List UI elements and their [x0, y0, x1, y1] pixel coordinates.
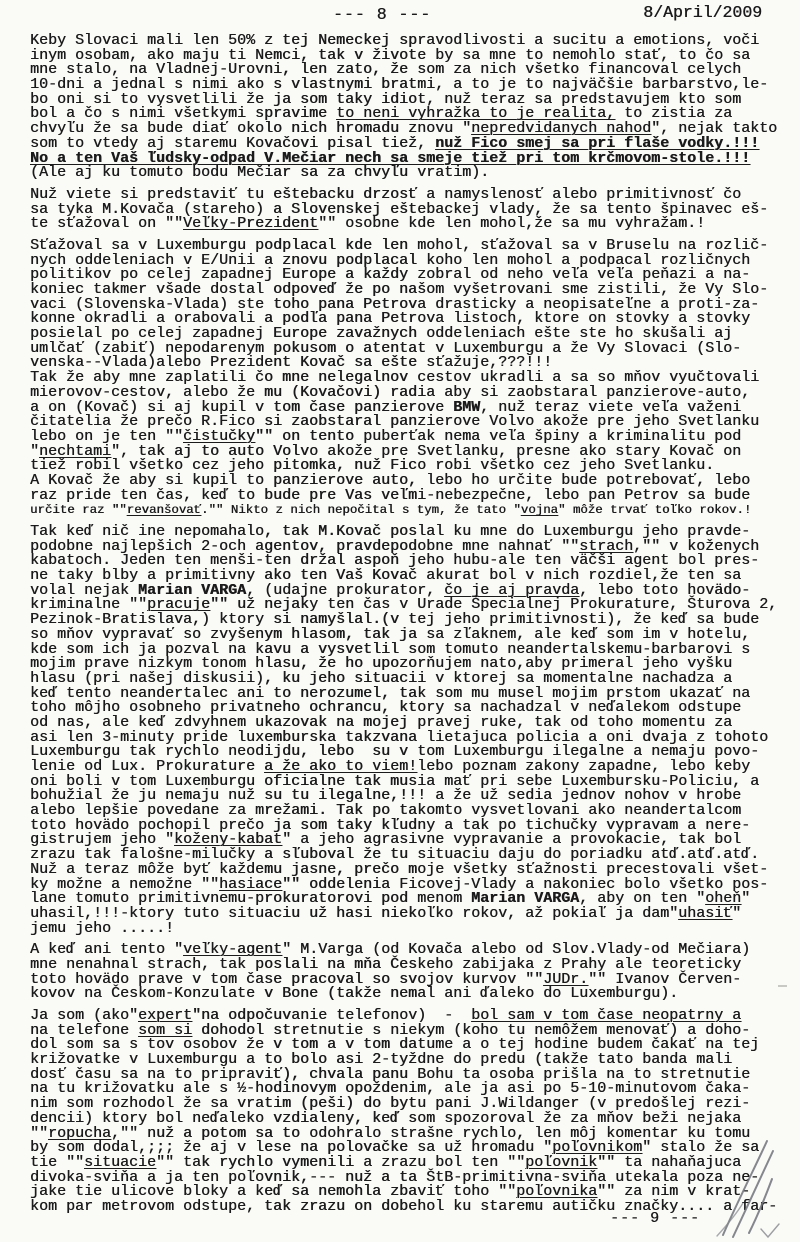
text-line: [30, 166, 778, 181]
plain-text: kde som ich ja pozval na kavu a vysvetlil som tomuto neandertalskemu-barbarovi s: [30, 640, 751, 658]
plain-text: te sťažoval on "": [30, 215, 184, 233]
text-line: [30, 217, 778, 232]
plain-text: konne okradli a orabovali a podľa pana Petrova listoch, ktore on stovky a stovky: [30, 310, 751, 328]
plain-text: ,"" nuž a potom sa to odohralo strašne rychlo, len môj komentar ku tomu: [111, 1124, 751, 1142]
text-line: [30, 919, 778, 937]
plain-text: dencii) ktory bol neďaleko vzdialeny, keď som spozoroval že za mňov beži nejaka: [30, 1109, 742, 1127]
plain-text: koniec takmer všade dostal odpoveď že po našom vyšetrovani sme zistili, že Vy Slo-: [30, 281, 769, 298]
plain-text: bohužial že ju nemaju nuž su tu ilegalne,!!! a že už sedia jednov nohov v hrobe: [30, 787, 742, 805]
emphasized-text: veľky-agent: [183, 941, 283, 959]
plain-text: ", tak aj to auto Volvo akože pre Svetlanku, presne ako stary Kovač on: [111, 442, 742, 460]
plain-text: Tak že aby mne zaplatili čo mne nelegalnov cestov ukradli a sa so mňov vyučtovali: [30, 369, 760, 387]
plain-text: "" ta nahaňajuca: [597, 1153, 742, 1171]
plain-text: zrazu tak falošne-milučky a sľuboval že tu situaciu daju do poriadku atď.atď.atď.: [30, 846, 760, 864]
plain-text: ."" Nikto z nich nepočital s tym, že tato ": [201, 503, 521, 518]
plain-text: som to vtedy aj staremu Kovačovi pisal tiež,: [30, 134, 436, 152]
plain-text: "" tak rychlo vymenili a zrazu bol ten "": [156, 1153, 526, 1171]
plain-text: " a jeho agrasivne vypravanie a provokacie, tak bol: [282, 831, 742, 849]
plain-text: "" Ivanov Červen-: [588, 970, 742, 988]
plain-text: , aby on ten ": [579, 890, 706, 908]
emphasized-text: strach: [579, 537, 634, 555]
plain-text: posielal po celej zapadnej Europe zavažnych oddeleniach ešte ste ho skušali aj: [30, 325, 733, 343]
plain-text: , lebo toto hovädo-: [579, 581, 751, 599]
paragraph: [30, 943, 778, 1002]
plain-text: nim som rozhodol že sa vratim (peši) do bytu pani J.Wildanger (v predošlej rezi-: [30, 1095, 751, 1113]
plain-text: lebo on je ten "": [30, 427, 184, 445]
plain-text: kovov na Českom-Konzulate v Bone (takže nemal ani ďaleko do Luxemburgu).: [30, 985, 679, 1003]
plain-text: "" oddelenia Ficovej-Vlady a nakoniec bolo všetko pos-: [282, 875, 769, 893]
scan-artifact-mark: [778, 985, 787, 987]
emphasized-text: expert: [138, 1007, 193, 1024]
emphasized-text: JUDr.: [543, 970, 589, 988]
text-line: [30, 503, 778, 518]
emphasized-text: BMW: [453, 398, 481, 416]
plain-text: Nuž a teraz môže byť každemu jasne, prečo moje všetky sťažnosti precestovali všet-: [30, 860, 769, 878]
plain-text: Ja som (ako": [30, 1007, 139, 1024]
emphasized-text: poľovnika: [516, 1183, 598, 1201]
plain-text: "" on tento puberťak nema veľa špiny a kriminalitu pod: [255, 427, 742, 445]
plain-text: toto hovädo pochopil prečo ja som taky kľudny a tak po tichučky vypravam a nere-: [30, 816, 751, 834]
plain-text: asi len 3-minuty pride luxemburska takzvana lietajuca policia a oni dvaja z tohoto: [30, 728, 769, 746]
page-number-bottom: --- 9 ---: [609, 1210, 700, 1227]
emphasized-text: uhasiť: [678, 904, 733, 922]
plain-text: ky možne a nemožne "": [30, 875, 220, 893]
plain-text: ": [741, 890, 751, 908]
plain-text: lenie od Lux. Prokurature: [30, 758, 265, 775]
plain-text: keď tento neandertalec ani to nerozumel, tak som mu musel mojim prstom ukazať na: [30, 684, 751, 702]
plain-text: Keby Slovaci mali len 50% z tej Nemeckej spravodlivosti a sucitu a emotions, voči: [30, 32, 760, 49]
emphasized-text: Marian VARGA: [138, 581, 247, 599]
plain-text: 10-dni a jednal s nimi ako s vlastnymi bratmi, a to je to najväčšie barbarstvo,le-: [30, 76, 769, 94]
text-line: [30, 987, 778, 1002]
plain-text: lebo poznam zakony zapadne, lebo keby: [417, 758, 751, 775]
plain-text: Nuž viete si predstaviť tu eštebacku drzosť a namyslenosť alebo primitivnosť čo: [30, 185, 742, 203]
plain-text: venska--Vlada)alebo Prezident Kovač sa ešte sťažuje,???!!!: [30, 354, 553, 372]
emphasized-text: Veľky-Prezident: [183, 215, 319, 233]
plain-text: Pezinok-Bratislava,) ktory si namyšlal.(v tej jeho primitivnosti), že keď sa bude: [30, 611, 760, 629]
emphasized-text: koženy-kabat: [174, 831, 283, 849]
plain-text: dol som sa s tov osobov že v tom a v tom datume a o tej hodine budem čakať na tej: [30, 1036, 760, 1054]
emphasized-text: nuž Fico smej sa pri flaše vodky.!!!: [435, 134, 760, 152]
plain-text: divoka-sviňa a ja ten poľovnik,--- nuž a ta ŠtB-primitivna-sviňa utekala poza ne-: [30, 1168, 760, 1186]
page-header: [0, 0, 800, 29]
plain-text: inym osobam, ako maju ti Nemci, tak v živote by sa mne to nemohlo stať, to čo sa: [30, 46, 751, 64]
plain-text: kom par metrovom odstupe, tak zrazu on dobehol ku staremu autičku značky.... a far-: [30, 1197, 778, 1215]
plain-text: tie "": [30, 1153, 85, 1171]
emphasized-text: situacie: [84, 1153, 157, 1171]
plain-text: jake tie ulicove bloky a keď sa nemohla zbaviť toho "": [30, 1183, 517, 1201]
emphasized-text: No a ten Vaš ľudsky-odpad V.Mečiar nech sa smeje tiež pri tom krčmovom-stole.!!!: [30, 149, 751, 167]
emphasized-text: nechtami: [39, 442, 112, 460]
emphasized-text: oheň: [705, 890, 742, 908]
emphasized-text: a že ako to viem!: [264, 758, 418, 775]
plain-text: mierovov-cestov, alebo že mu (Kovačovi) radia aby si zaobstaral panzierove-auto,: [30, 383, 751, 401]
plain-text: mojim prave nizkym tonom hlasu, že ho upozorňujem nato,aby primeral jeho vyšku: [30, 655, 733, 673]
emphasized-text: vojna: [520, 503, 558, 518]
plain-text: dosť času sa na to pripraviť), chvala panu Bohu ta osoba prišla na to stretnutie: [30, 1065, 751, 1083]
plain-text: križovatke v Luxemburgu a to bolo asi 2-tyždne do predu (takže tato banda mali: [30, 1051, 733, 1069]
plain-text: to zistia za: [615, 105, 733, 123]
plain-text: mne stalo, na Vladnej-Urovni, len zato, že som za nich všetko financoval celych: [30, 61, 742, 79]
plain-text: Tak keď nič ine nepomahalo, tak M.Kovač poslal ku mne do Luxemburgu jeho pravde-: [30, 523, 751, 540]
plain-text: na telefone: [30, 1021, 139, 1039]
plain-text: ", nejak takto: [651, 120, 778, 138]
handwritten-signature-strokes: [703, 1133, 800, 1242]
plain-text: tiež robil všetko cez jeho pitomka, nuž Fico robi všetko cez jeho Svetlanku.: [30, 457, 715, 475]
plain-text: politikov po celej zapadnej Europe a každy zobral od neho veľa veľa peňazi a na-: [30, 266, 751, 284]
plain-text: gistrujem jeho ": [30, 831, 175, 849]
plain-text: "" za nim v krat-: [597, 1183, 751, 1201]
plain-text: ": [30, 442, 40, 460]
plain-text: , nuž teraz viete veľa važeni: [480, 398, 742, 416]
paragraph: [30, 525, 778, 936]
plain-text: "" osobne kde len mohol,že sa mu vyhražam.!: [318, 215, 706, 233]
plain-text: umlčať (zabiť) nepodarenym pokusom o atentat v Luxemburgu a že Vy Slovaci (Slo-: [30, 339, 742, 357]
plain-text: " môže trvať toľko rokov.!: [557, 503, 752, 518]
plain-text: by som dodal,;;; že aj v lese na polovačke sa už hromadu ": [30, 1139, 553, 1157]
plain-text: ne taky blby a primitivny ako ten Vaš Kovač akurat bol v nich rozdiel,že ten sa: [30, 567, 742, 585]
plain-text: ,"" v koženych: [633, 537, 760, 555]
emphasized-text: som si: [138, 1021, 193, 1039]
plain-text: A keď ani tento ": [30, 941, 184, 959]
plain-text: oni boli v tom Luxemburgu oficialne tak musia mať pri sebe Luxembursku-Policiu, a: [30, 772, 760, 790]
plain-text: Luxemburgu tak rychlo neodijdu, lebo su v tom Luxemburgu ilegalne a nemaju povo-: [30, 743, 760, 761]
emphasized-text: hasiace: [219, 875, 283, 893]
emphasized-text: poľovnikom: [552, 1139, 643, 1157]
paragraph: [30, 34, 778, 181]
plain-text: uhasil,!!!-ktory tuto situaciu už hasi niekoľko rokov, až pokiaľ ja dam": [30, 904, 679, 922]
plain-text: kabatoch. Jeden ten menši-ten držal aspoň jeho hubu-ale ten väčši agent bol pres-: [30, 552, 760, 570]
emphasized-text: Marian VARGA: [471, 890, 580, 908]
emphasized-text: bol sam v tom čase neopatrny a: [471, 1007, 742, 1024]
plain-text: , (udajne prokurator,: [246, 581, 445, 599]
plain-text: A Kovač že aby si kupil to panzierove auto, lebo ho určite bude potrebovať, lebo: [30, 471, 751, 489]
emphasized-text: pracuje: [147, 596, 211, 614]
plain-text: vaci (Slovenska-Vlada) ste toho pana Petrova drasticky a neopisateľne a proti-za-: [30, 295, 760, 313]
plain-text: a on (Kovač) si aj kupil v tom čase panzierove: [30, 398, 454, 416]
emphasized-text: revanšovať: [126, 503, 202, 518]
document-body: [0, 29, 800, 1215]
plain-text: mne nenahnal strach, tak poslali na mňa Českeho zabijaka z Prahy ale teoreticky: [30, 955, 742, 973]
paragraph: [30, 185, 778, 233]
plain-text: na tu križovatku ale s ½-hodinovym opoždenim, ale ja asi po 5-10-minutovom čaka-: [30, 1080, 751, 1098]
emphasized-text: čo je aj pravda: [444, 581, 580, 599]
plain-text: kriminalne "": [30, 596, 148, 614]
plain-text: podobne najlepšich 2-och agentov, pravdepodobne mne nahnať "": [30, 537, 580, 555]
emphasized-text: to neni vyhražka to je realita,: [336, 105, 616, 123]
paragraph: [30, 1009, 778, 1215]
emphasized-text: ropucha: [48, 1124, 112, 1142]
text-line: [30, 486, 778, 504]
plain-text: bol a čo s nimi všetkymi spravime: [30, 105, 337, 123]
plain-text: toto hovädo prave v tom čase pracoval so svojov kurvov "": [30, 970, 544, 988]
plain-text: dohodol stretnutie s niekym (koho tu nemôžem menovať) a doho-: [192, 1021, 751, 1039]
emphasized-text: poľovnik: [525, 1153, 598, 1171]
plain-text: "na odpočuvanie telefonov) -: [192, 1007, 472, 1024]
plain-text: určite raz "": [30, 503, 127, 518]
emphasized-text: nepredvidanych nahod: [471, 120, 652, 138]
plain-text: čitatelia že prečo R.Fico si zaobstaral panzierove Volvo akože pre jeho Svetlanku: [30, 413, 760, 431]
plain-text: ": [732, 904, 742, 922]
plain-text: " M.Varga (od Kovača alebo od Slov.Vlady-od Mečiara): [282, 941, 751, 959]
plain-text: hlasu (pri našej diskusii), ku jeho situacii v ktorej sa momentalne nachadza a: [30, 669, 733, 687]
paragraph: [30, 236, 778, 518]
plain-text: toho môjho osobneho privatneho ochrancu, ktory sa nachadzal v neďalekom odstupe: [30, 699, 742, 717]
plain-text: sa tyka M.Kovača (stareho) a Slovenskej eštebackej vlady, že sa tento špinavec eš-: [30, 200, 769, 218]
plain-text: lane tomuto primitivnemu-prokuratorovi pod menom: [30, 890, 472, 908]
plain-text: (Ale aj ku tomuto bodu Mečiar sa za chvyľu vratim).: [30, 164, 490, 182]
page-number-top: --- 8 ---: [333, 5, 432, 24]
plain-text: raz pride ten čas, keď to bude pre Vas veľmi-nebezpečne, lebo pan Petrov sa bude: [30, 486, 751, 504]
plain-text: chvyľu že sa bude diať okolo nich hromadu znovu ": [30, 120, 472, 138]
plain-text: alebo lepšie povedane za mrežami. Tak po takomto vysvetlovani ako neandertalcom: [30, 802, 742, 820]
plain-text: bo oni si to vysvetlili že ja som taky idiot, nuž teraz sa predstavujem kto som: [30, 90, 742, 108]
plain-text: Sťažoval sa v Luxemburgu podplacal kde len mohol, sťažoval sa v Bruselu na rozlič-: [30, 236, 769, 254]
plain-text: "" už nejaky ten čas v Urade Špecialnej Prokurature, Šturova 2,: [210, 596, 778, 614]
plain-text: " stalo že sa: [642, 1139, 760, 1157]
plain-text: od nas, ale keď zdvyhnem ukazovak na mojej pravej ruke, tak od toho momentu za: [30, 713, 733, 731]
plain-text: volal nejak: [30, 581, 139, 599]
plain-text: "": [30, 1124, 49, 1142]
emphasized-text: čistučky: [183, 427, 256, 445]
header-date: 8/April/2009: [643, 3, 762, 22]
plain-text: jemu jeho .....!: [30, 919, 175, 937]
plain-text: nych oddeleniach v E/Unii a znovu podplacal koho len mohol a podpacal rozličnych: [30, 251, 751, 269]
plain-text: so mňov vypravať so zvyšenym hlasom, tak ja sa zľaknem, ale keď som im v hotelu,: [30, 625, 751, 643]
